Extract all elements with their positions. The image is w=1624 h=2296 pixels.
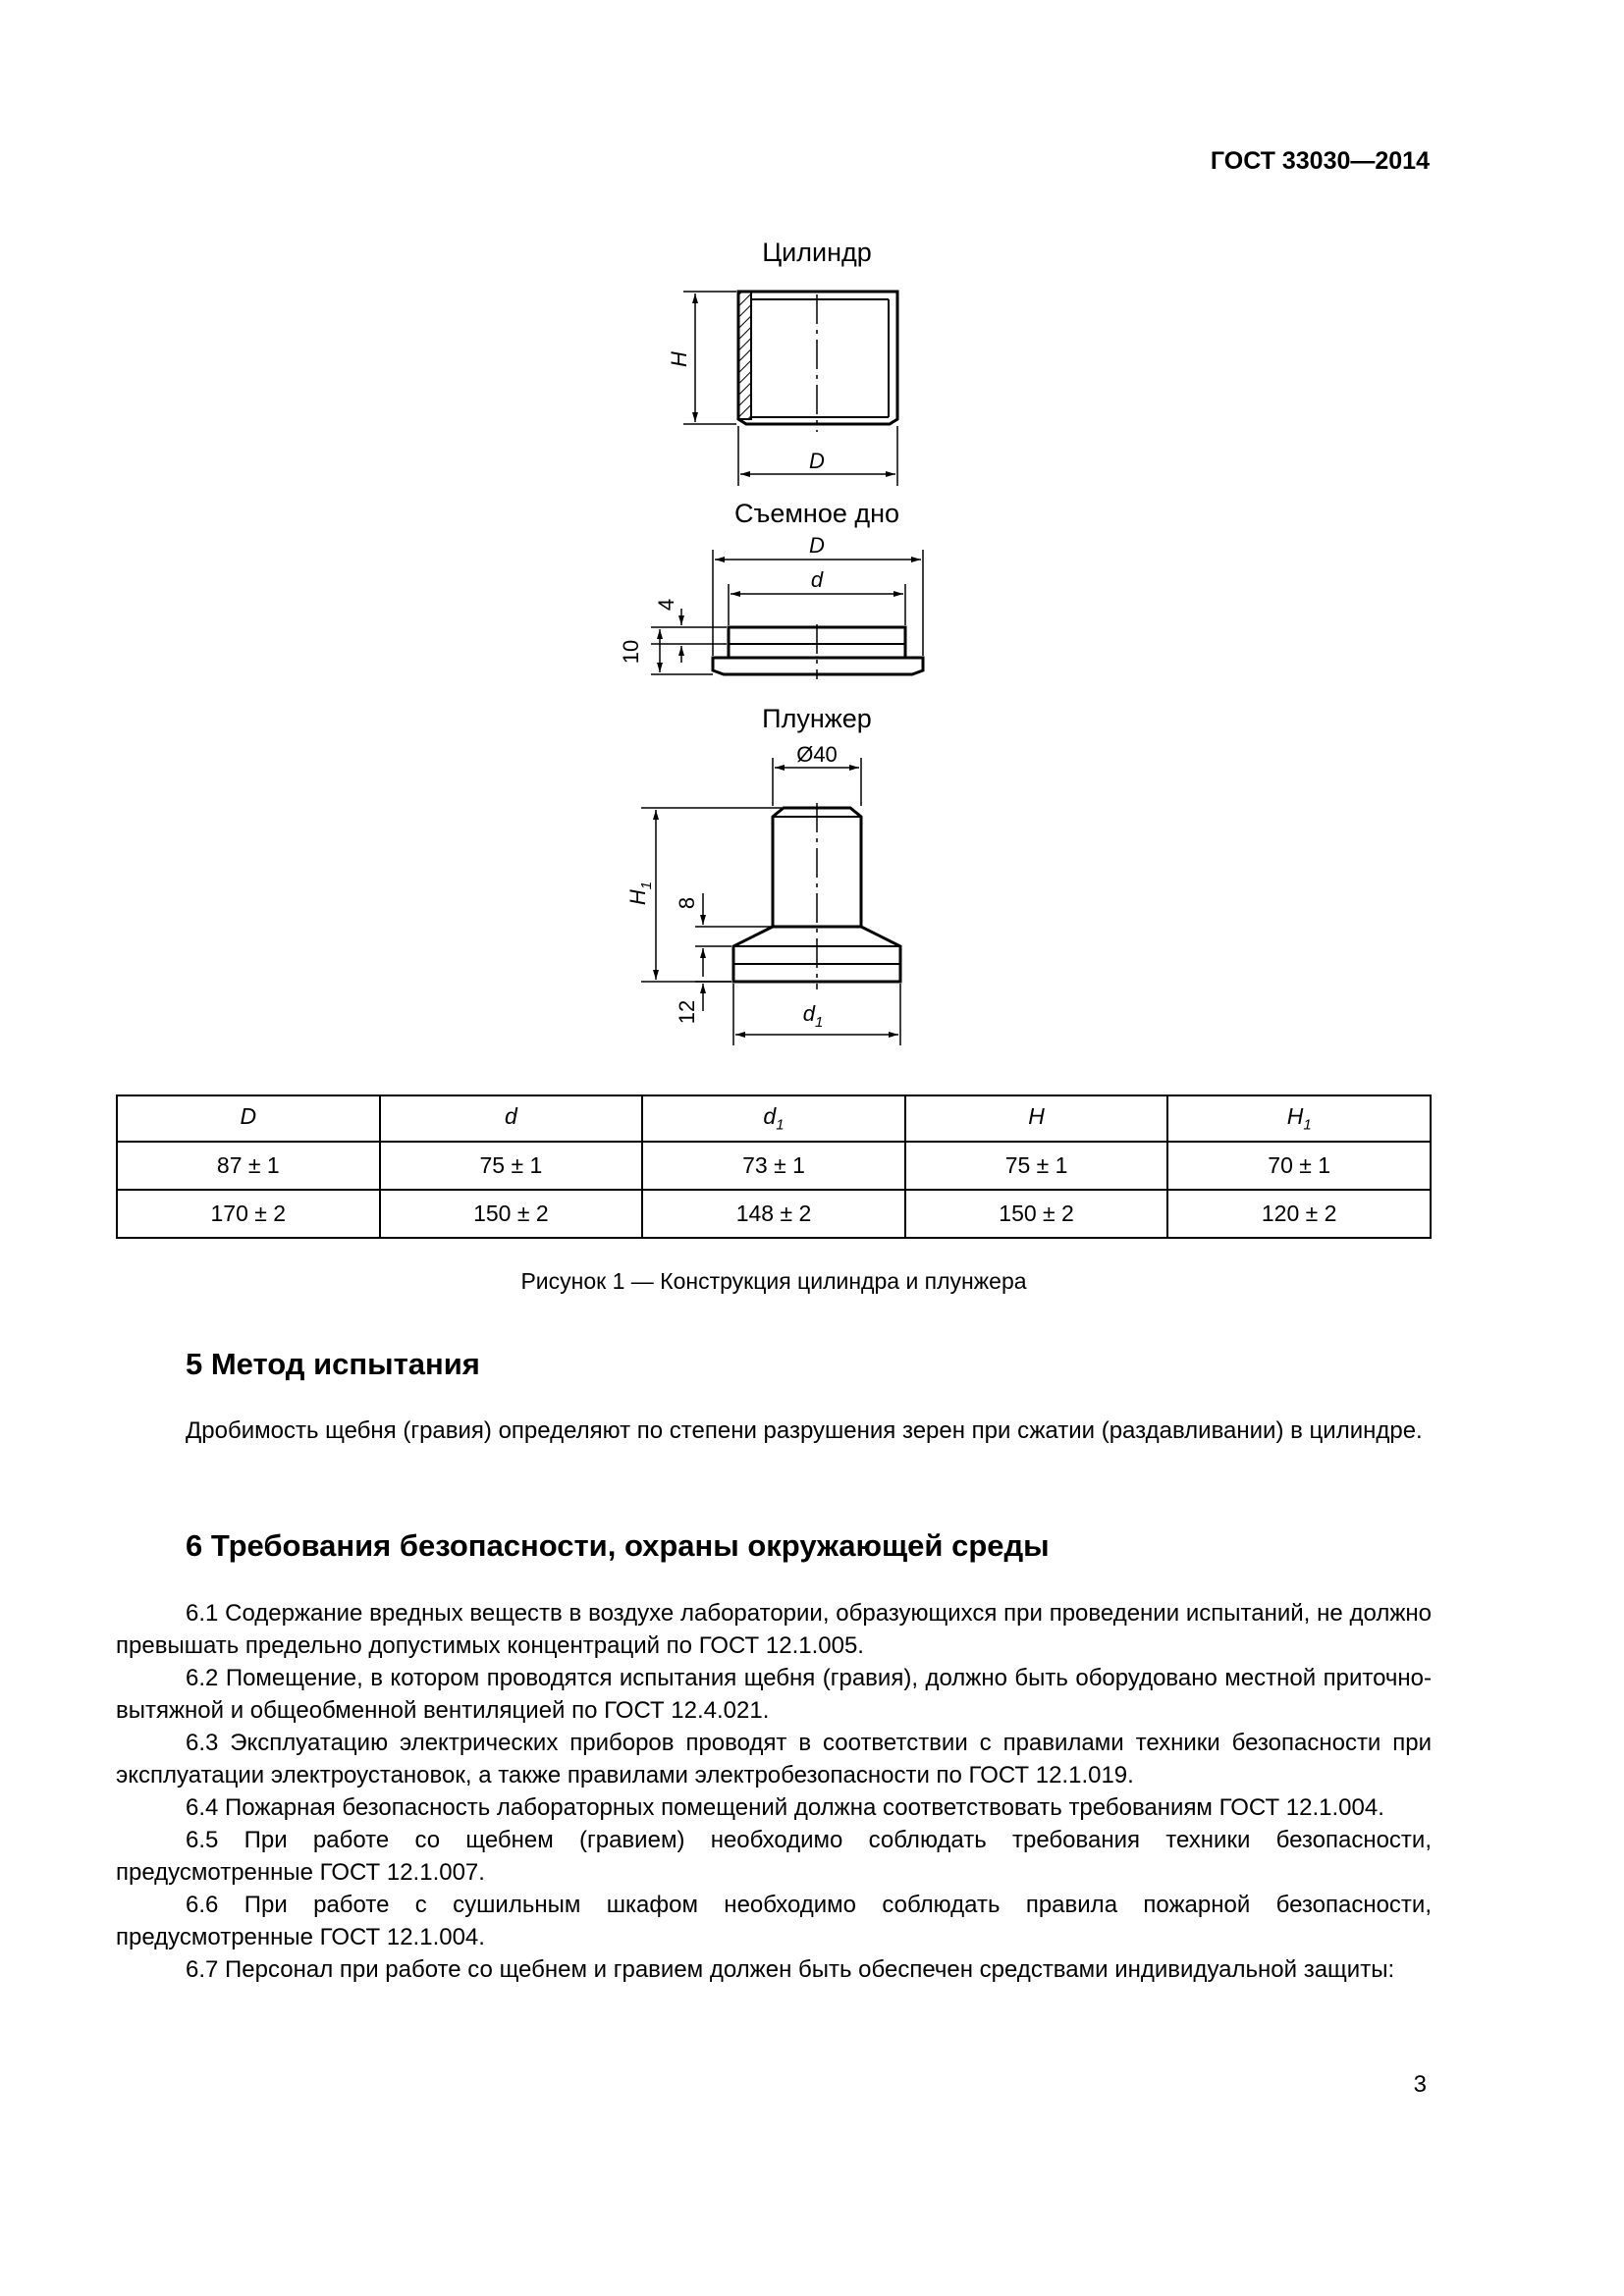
cylinder-drawing <box>683 292 897 486</box>
table-cell: 148 ± 2 <box>642 1190 905 1238</box>
cylinder-title: Цилиндр <box>762 238 872 267</box>
section-5-body <box>116 1415 1432 1447</box>
table-cell: 170 ± 2 <box>117 1190 380 1238</box>
bottom-label-d-inner: d <box>810 567 824 592</box>
document-header: ГОСТ 33030—2014 <box>1210 147 1430 175</box>
plunger-title: Плунжер <box>762 704 872 733</box>
table-cell: 120 ± 2 <box>1167 1190 1431 1238</box>
paragraph-6-4: 6.4 Пожарная безопасность лабораторных помещений должна соответствовать требованиям ГОСТ 12.1.004. <box>186 1794 1384 1821</box>
plunger-label-d1: $d_1$ <box>802 1001 824 1031</box>
dimensions-table <box>116 1095 1432 1239</box>
table-row <box>117 1190 1431 1238</box>
table-cell: 150 ± 2 <box>905 1190 1168 1238</box>
table-cell: 150 ± 2 <box>380 1190 643 1238</box>
bottom-title: Съемное дно <box>733 499 900 528</box>
plunger-label-diameter: Ø40 <box>796 742 838 767</box>
plunger-label-h1: $H_1$ <box>625 881 655 906</box>
bottom-label-d-outer: D <box>809 533 825 558</box>
plunger-label-12: 12 <box>675 999 699 1025</box>
table-cell: 75 ± 1 <box>905 1142 1168 1190</box>
figure-cylinder-plunger <box>0 0 1624 1080</box>
cylinder-label-d: D <box>809 449 825 473</box>
section-6-body <box>116 1597 1432 1986</box>
table-cell: 87 ± 1 <box>117 1142 380 1190</box>
bottom-label-4: 4 <box>654 598 678 612</box>
paragraph-6-1: 6.1 Содержание вредных веществ в воздухе лаборатории, образующихся при проведении испытаний, не должно превышать предельно допустимых концентраций по ГОСТ 12.1.005. <box>116 1600 1432 1659</box>
table-header-cell: d <box>380 1095 643 1142</box>
paragraph-6-6: 6.6 При работе с сушильным шкафом необходимо соблюдать правила пожарной безопасности, предусмотренные ГОСТ 12.1.004. <box>116 1892 1432 1950</box>
table-header-cell: $H_1$ <box>1167 1095 1431 1142</box>
plunger-label-8: 8 <box>675 896 699 910</box>
table-header-cell: $d_1$ <box>642 1095 905 1142</box>
table-cell: 75 ± 1 <box>380 1142 643 1190</box>
paragraph-6-3: 6.3 Эксплуатацию электрических приборов проводят в соответствии с правилами техники безопасности при эксплуатации электроустановок, а также правилами электробезопасности по ГОСТ 12.1.019. <box>116 1730 1432 1789</box>
figure-caption: Рисунок 1 — Конструкция цилиндра и плунжера <box>520 1268 1027 1294</box>
paragraph-6-7: 6.7 Персонал при работе со щебнем и гравием должен быть обеспечен средствами индивидуальной защиты: <box>186 1956 1395 1983</box>
page-number: 3 <box>1413 2071 1427 2098</box>
table-cell: 70 ± 1 <box>1167 1142 1431 1190</box>
table-row <box>117 1142 1431 1190</box>
section-5-heading: 5 Метод испытания <box>186 1347 480 1381</box>
removable-bottom-drawing <box>651 550 923 679</box>
bottom-label-10: 10 <box>619 639 643 665</box>
table-header-cell: H <box>905 1095 1168 1142</box>
paragraph-6-2: 6.2 Помещение, в котором проводятся испытания щебня (гравия), должно быть оборудовано местной приточно-вытяжной и общеобменной вентиляцией по ГОСТ 12.4.021. <box>116 1665 1432 1724</box>
paragraph: Дробимость щебня (гравия) определяют по степени разрушения зерен при сжатии (раздавливании) в цилиндре. <box>186 1417 1423 1444</box>
paragraph-6-5: 6.5 При работе со щебнем (гравием) необходимо соблюдать требования техники безопасности, предусмотренные ГОСТ 12.1.007. <box>116 1827 1432 1886</box>
cylinder-label-h: H <box>667 351 691 367</box>
table-header-cell: D <box>117 1095 380 1142</box>
section-6-heading: 6 Требования безопасности, охраны окружающей среды <box>186 1528 1050 1563</box>
table-cell: 73 ± 1 <box>642 1142 905 1190</box>
table-header-row <box>117 1095 1431 1142</box>
